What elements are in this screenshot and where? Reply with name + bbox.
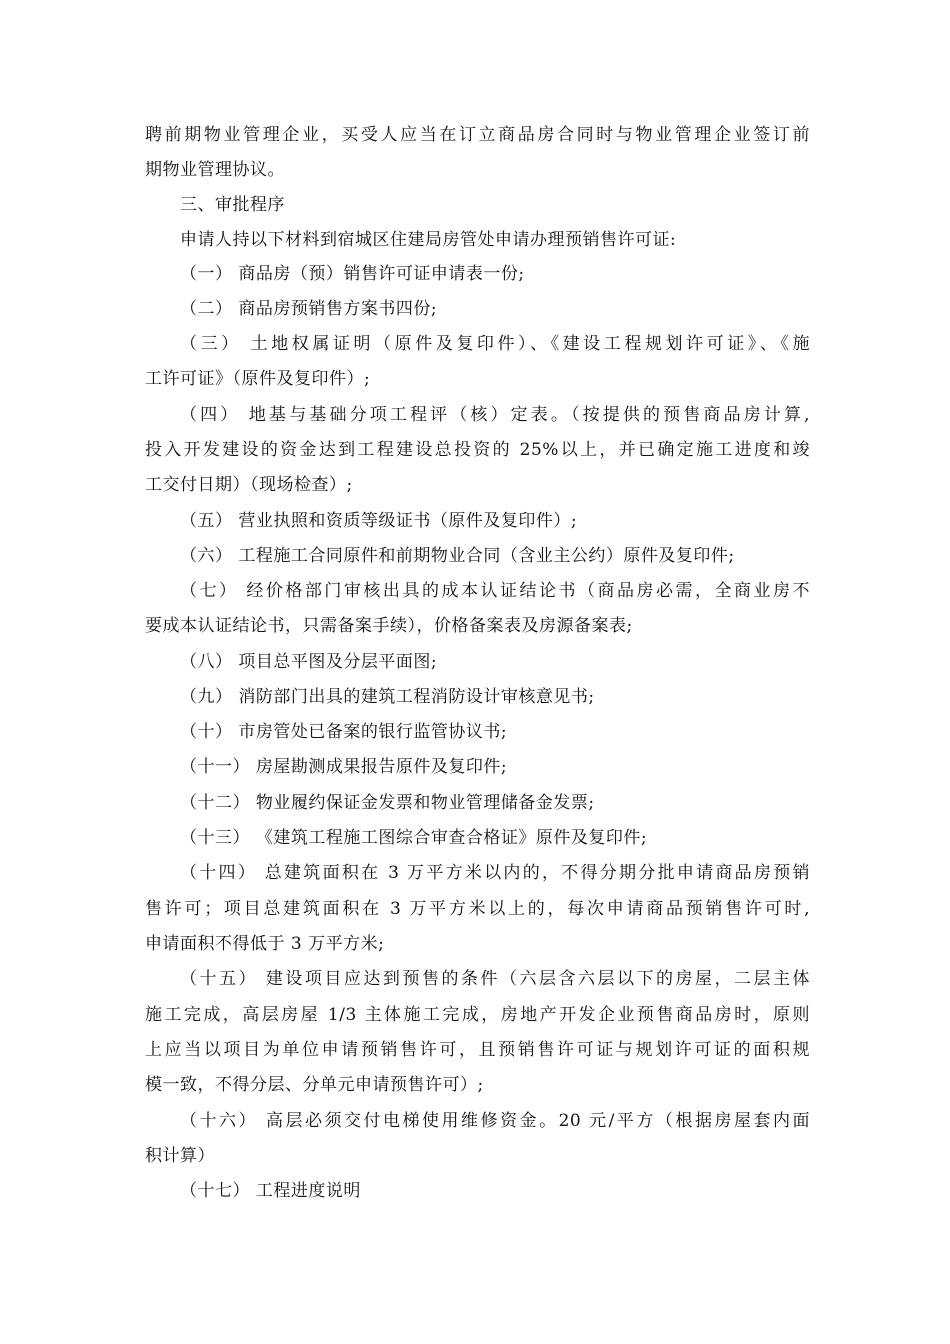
list-item-continued: 申请面积不得低于 3 万平方米;: [145, 934, 385, 954]
list-item: （十五） 建设项目应达到预售的条件（六层含六层以下的房屋，二层主体: [180, 969, 810, 989]
list-item: （九） 消防部门出具的建筑工程消防设计审核意见书;: [180, 687, 595, 707]
list-item-continued: 模一致，不得分层、分单元申请预售许可）;: [145, 1075, 484, 1095]
list-item: （十六） 高层必须交付电梯使用维修资金。20 元/平方（根据房屋套内面: [180, 1111, 810, 1131]
body-text-line: 聘前期物业管理企业，买受人应当在订立商品房合同时与物业管理企业签订前: [145, 125, 810, 145]
list-item: （十三） 《建筑工程施工图综合审查合格证》原件及复印件;: [180, 828, 648, 848]
list-item-continued: 工交付日期）（现场检查）;: [145, 475, 353, 495]
list-item-continued: 要成本认证结论书，只需备案手续），价格备案表及房源备案表;: [145, 616, 633, 636]
list-item: （二） 商品房预销售方案书四份;: [180, 299, 438, 319]
list-item-continued: 积计算）: [145, 1146, 215, 1166]
list-item: （十一） 房屋勘测成果报告原件及复印件;: [180, 757, 508, 777]
list-item-continued: 投入开发建设的资金达到工程建设总投资的 25%以上，并已确定施工进度和竣: [145, 440, 810, 460]
list-item-continued: 施工完成，高层房屋 1/3 主体施工完成，房地产开发企业预售商品房时，原则: [145, 1005, 810, 1025]
list-item-continued: 售许可；项目总建筑面积在 3 万平方米以上的，每次申请商品预销售许可时,: [145, 899, 810, 919]
list-item: （十二） 物业履约保证金发票和物业管理储备金发票;: [180, 793, 595, 813]
list-item: （一） 商品房（预）销售许可证申请表一份;: [180, 264, 525, 284]
list-item: （七） 经价格部门审核出具的成本认证结论书（商品房必需，全商业房不: [180, 581, 810, 601]
list-item-continued: 上应当以项目为单位申请预销售许可，且预销售许可证与规划许可证的面积规: [145, 1040, 810, 1060]
list-item: （十七） 工程进度说明: [180, 1181, 361, 1201]
list-item: （八） 项目总平图及分层平面图;: [180, 652, 438, 672]
body-text-line: 申请人持以下材料到宿城区住建局房管处申请办理预销售许可证:: [180, 230, 677, 250]
list-item: （十） 市房管处已备案的银行监管协议书;: [180, 722, 508, 742]
section-heading: 三、审批程序: [180, 195, 285, 215]
list-item: （四） 地基与基础分项工程评（核）定表。（按提供的预售商品房计算,: [180, 405, 810, 425]
list-item: （六） 工程施工合同原件和前期物业合同（含业主公约）原件及复印件;: [180, 546, 735, 566]
list-item: （三） 土地权属证明（原件及复印件）、《建设工程规划许可证》、《施: [180, 334, 810, 354]
list-item-continued: 工许可证》（原件及复印件）;: [145, 369, 371, 389]
list-item: （五） 营业执照和资质等级证书（原件及复印件）;: [180, 511, 578, 531]
body-text-line: 期物业管理协议。: [145, 160, 285, 180]
list-item: （十四） 总建筑面积在 3 万平方米以内的，不得分期分批申请商品房预销: [180, 863, 810, 883]
